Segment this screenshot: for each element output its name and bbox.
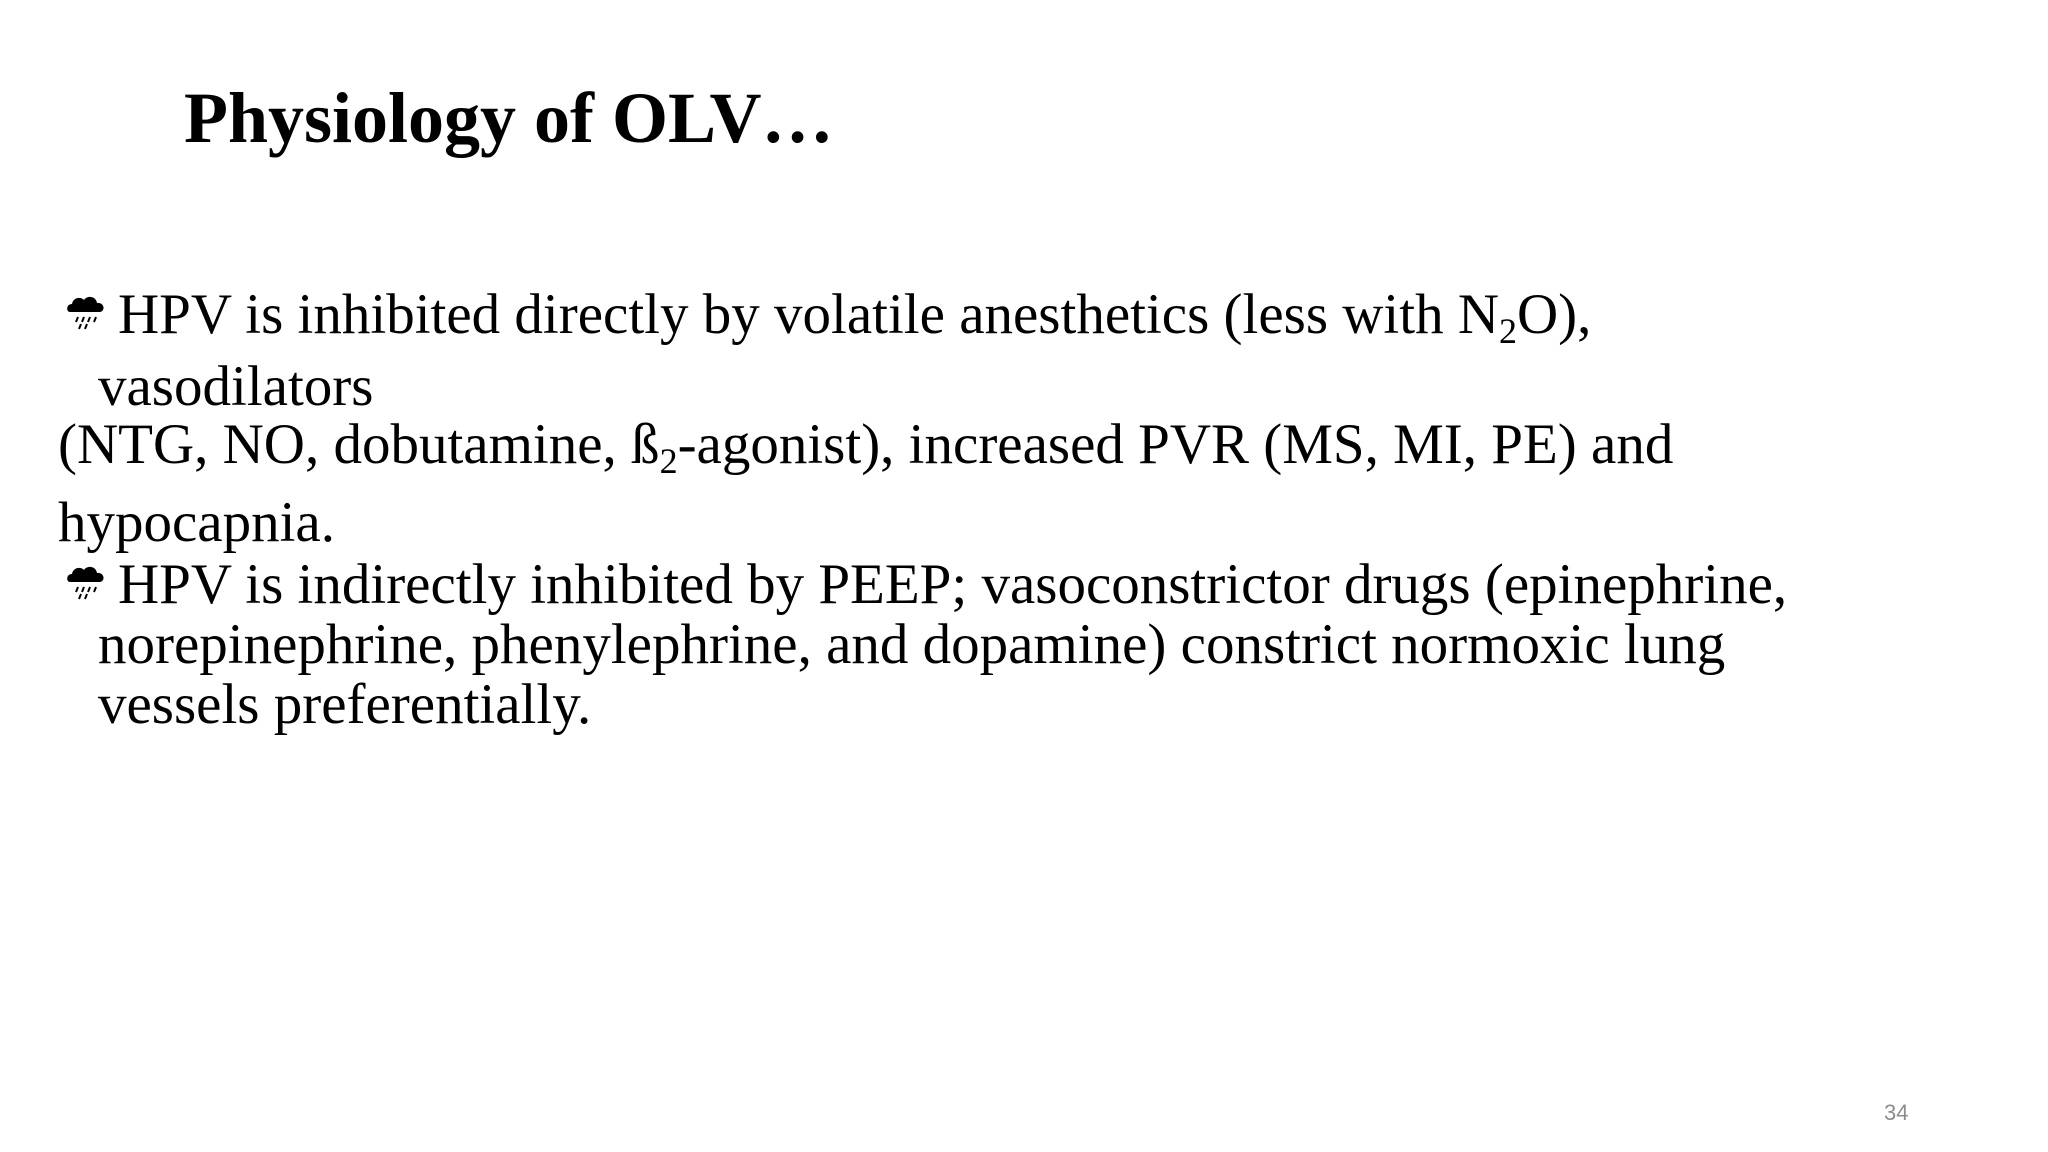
slide-title: Physiology of OLV… xyxy=(184,78,834,158)
bullet-2-line-2: norepinephrine, phenylephrine, and dopamine) constrict normoxic lung xyxy=(98,613,1726,676)
bullet-1-line-4: hypocapnia. xyxy=(58,491,335,554)
text-run: (NTG, NO, dobutamine, ß xyxy=(58,413,660,476)
text-run: -agonist), increased PVR (MS, MI, PE) and xyxy=(677,413,1674,476)
text-run: HPV is inhibited directly by volatile anesthetics (less with N xyxy=(118,283,1499,346)
subscript: 2 xyxy=(1499,311,1517,351)
bullet-1-line-2: vasodilators xyxy=(98,355,374,418)
bullet-2-line-3: vessels preferentially. xyxy=(98,673,592,736)
rain-cloud-icon xyxy=(64,562,108,602)
rain-cloud-icon xyxy=(64,292,108,332)
bullet-2-line-1: HPV is indirectly inhibited by PEEP; vasoconstrictor drugs (epinephrine, xyxy=(118,553,1788,616)
text-run: O), xyxy=(1517,283,1592,346)
bullet-1-line-1 xyxy=(118,283,1592,351)
page-number: 34 xyxy=(1884,1100,1909,1125)
bullet-1-line-3 xyxy=(58,413,1674,481)
subscript: 2 xyxy=(659,441,678,481)
